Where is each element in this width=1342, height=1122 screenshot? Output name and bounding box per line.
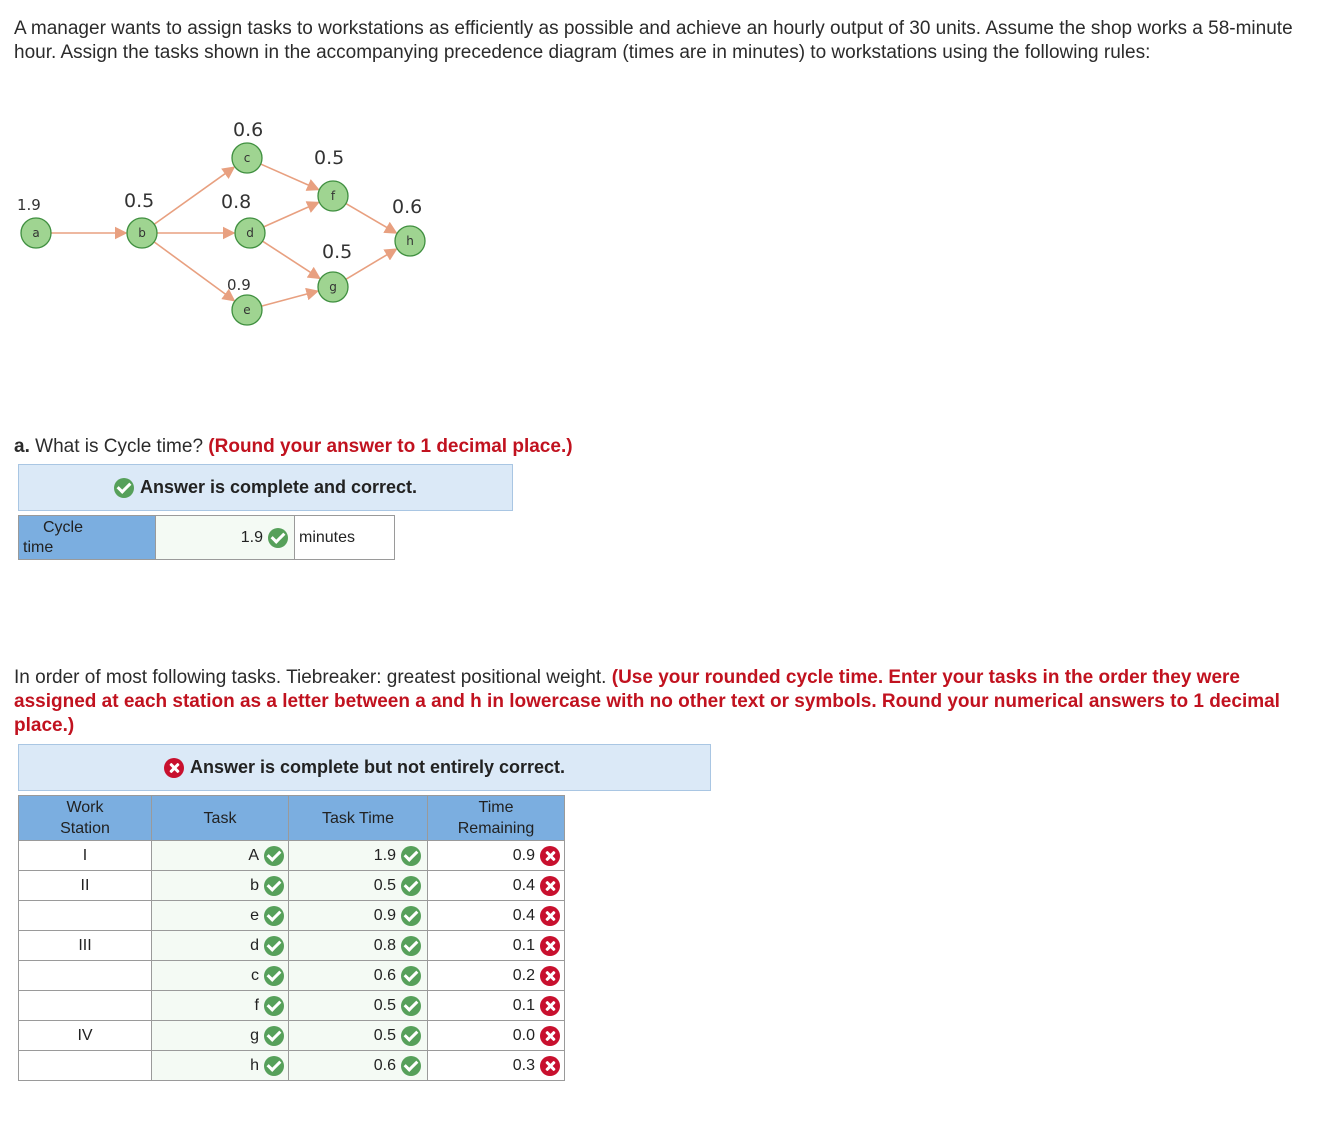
station-cell <box>19 991 152 1021</box>
time-remaining-value: 0.1 <box>512 996 535 1014</box>
table-row <box>19 1021 565 1051</box>
task-time-input[interactable] <box>289 961 428 991</box>
check-icon <box>264 876 284 896</box>
task-input[interactable] <box>152 841 289 871</box>
check-icon <box>264 1056 284 1076</box>
node-time-f: 0.5 <box>314 147 345 169</box>
time-remaining-input[interactable] <box>428 961 565 991</box>
check-icon <box>401 906 421 926</box>
edge-d-g <box>263 241 320 278</box>
x-icon <box>540 906 560 926</box>
station-cell <box>19 1051 152 1081</box>
part-b-banner-text: Answer is complete but not entirely correct. <box>189 757 566 777</box>
check-icon <box>401 936 421 956</box>
node-time-g: 0.5 <box>322 241 353 263</box>
time-remaining-input[interactable] <box>428 1021 565 1051</box>
check-icon <box>401 1026 421 1046</box>
node-time-e: 0.9 <box>227 276 251 294</box>
table-row <box>19 1051 565 1081</box>
task-time-input[interactable] <box>289 991 428 1021</box>
cycle-time-label <box>19 516 156 560</box>
node-label-h: h <box>406 234 414 248</box>
time-remaining-value: 0.9 <box>512 846 535 864</box>
time-remaining-input[interactable] <box>428 901 565 931</box>
x-icon <box>540 876 560 896</box>
x-icon <box>540 996 560 1016</box>
cycle-label-line-2: time <box>23 539 54 556</box>
part-a-question <box>14 435 573 459</box>
check-icon <box>401 846 421 866</box>
node-label-e: e <box>243 303 251 317</box>
cycle-time-unit: minutes <box>295 516 395 560</box>
node-label-a: a <box>32 226 40 240</box>
task-input[interactable] <box>152 961 289 991</box>
header-task: Task <box>152 796 289 841</box>
check-icon <box>264 906 284 926</box>
x-icon <box>540 846 560 866</box>
x-icon <box>164 758 184 778</box>
task-time-input[interactable] <box>289 841 428 871</box>
x-icon <box>540 1026 560 1046</box>
time-remaining-value: 0.0 <box>512 1026 535 1044</box>
task-value: h <box>250 1056 259 1074</box>
task-value: g <box>250 1026 259 1044</box>
check-icon <box>401 876 421 896</box>
node-label-b: b <box>138 226 146 240</box>
task-time-value: 0.5 <box>373 876 396 894</box>
edge-c-f <box>261 164 319 189</box>
cycle-time-value: 1.9 <box>240 528 263 546</box>
node-time-h: 0.6 <box>392 196 423 218</box>
edge-d-f <box>264 203 319 227</box>
task-value: c <box>251 966 259 984</box>
station-label: II <box>80 876 90 894</box>
check-icon <box>268 528 288 548</box>
time-remaining-input[interactable] <box>428 1051 565 1081</box>
task-time-input[interactable] <box>289 1021 428 1051</box>
time-remaining-input[interactable] <box>428 991 565 1021</box>
check-icon <box>114 478 134 498</box>
part-b-result-banner <box>18 744 711 791</box>
table-row <box>19 871 565 901</box>
task-input[interactable] <box>152 901 289 931</box>
task-value: f <box>254 996 259 1014</box>
node-label-f: f <box>330 189 336 203</box>
edge-g-h <box>346 249 396 279</box>
table-row <box>19 931 565 961</box>
check-icon <box>264 846 284 866</box>
node-time-a: 1.9 <box>17 196 41 214</box>
edge-f-h <box>346 204 396 233</box>
part-a-result-banner <box>18 464 513 511</box>
header-work-station: Work Station <box>19 796 152 841</box>
task-time-value: 0.5 <box>373 1026 396 1044</box>
station-cell <box>19 1021 152 1051</box>
check-icon <box>401 996 421 1016</box>
node-time-c: 0.6 <box>233 119 264 141</box>
precedence-diagram <box>14 110 454 330</box>
table-row <box>19 991 565 1021</box>
task-time-input[interactable] <box>289 1051 428 1081</box>
station-cell <box>19 871 152 901</box>
task-input[interactable] <box>152 871 289 901</box>
station-label: IV <box>77 1026 93 1044</box>
task-time-value: 0.6 <box>373 966 396 984</box>
cycle-time-input[interactable] <box>156 516 295 560</box>
task-value: d <box>250 936 259 954</box>
time-remaining-value: 0.4 <box>512 876 535 894</box>
task-input[interactable] <box>152 1051 289 1081</box>
workstation-table <box>18 795 565 1081</box>
station-cell <box>19 931 152 961</box>
task-time-input[interactable] <box>289 871 428 901</box>
time-remaining-value: 0.3 <box>512 1056 535 1074</box>
station-cell <box>19 961 152 991</box>
task-time-input[interactable] <box>289 901 428 931</box>
time-remaining-value: 0.4 <box>512 906 535 924</box>
header-task-time: Task Time <box>289 796 428 841</box>
check-icon <box>264 966 284 986</box>
x-icon <box>540 936 560 956</box>
task-time-value: 0.9 <box>373 906 396 924</box>
cycle-time-table <box>18 515 395 560</box>
problem-intro: A manager wants to assign tasks to workstations as efficiently as possible and achieve an hourly output of 30 units. Assume the shop works a 58-minute hour. Assign the tasks shown in the accompanying precedence diagram (times are in minutes) to workstations using the following rules: <box>14 18 1293 63</box>
time-remaining-input[interactable] <box>428 871 565 901</box>
cycle-label-line: Cycle <box>43 519 84 536</box>
station-cell <box>19 841 152 871</box>
table-row <box>19 961 565 991</box>
node-label-g: g <box>329 280 337 294</box>
check-icon <box>401 966 421 986</box>
part-a-label: a. <box>14 436 30 457</box>
edge-e-g <box>261 291 317 306</box>
part-b-instruction: (Use your rounded cycle time. Enter your tasks in the order they were assigned at each station as a letter between a and h in lowercase with no other text or symbols. Round your numerical answers to 1 decimal place.) <box>14 667 1280 736</box>
task-input[interactable] <box>152 991 289 1021</box>
part-a-banner-text: Answer is complete and correct. <box>139 477 418 497</box>
time-remaining-input[interactable] <box>428 841 565 871</box>
edge-b-e <box>154 242 234 301</box>
task-time-value: 0.6 <box>373 1056 396 1074</box>
node-label-d: d <box>246 226 254 240</box>
task-time-value: 0.8 <box>373 936 396 954</box>
task-value: A <box>248 846 259 864</box>
node-label-c: c <box>243 151 251 165</box>
x-icon <box>540 1056 560 1076</box>
station-cell <box>19 901 152 931</box>
task-time-input[interactable] <box>289 931 428 961</box>
check-icon <box>264 996 284 1016</box>
check-icon <box>264 936 284 956</box>
task-time-value: 1.9 <box>373 846 396 864</box>
part-a-instruction: (Round your answer to 1 decimal place.) <box>208 436 573 457</box>
header-time-remaining: Time Remaining <box>428 796 565 841</box>
table-row <box>19 841 565 871</box>
part-b-question <box>14 666 1314 738</box>
table-row <box>19 901 565 931</box>
part-a-question-text: What is Cycle time? <box>35 436 204 457</box>
task-value: e <box>250 906 259 924</box>
part-b-question-text: In order of most following tasks. Tiebreaker: greatest positional weight. <box>14 667 607 688</box>
task-input[interactable] <box>152 931 289 961</box>
task-input[interactable] <box>152 1021 289 1051</box>
station-label: I <box>82 846 88 864</box>
station-label: III <box>78 936 92 954</box>
node-time-d: 0.8 <box>221 191 252 213</box>
time-remaining-input[interactable] <box>428 931 565 961</box>
task-value: b <box>250 876 259 894</box>
check-icon <box>401 1056 421 1076</box>
task-time-value: 0.5 <box>373 996 396 1014</box>
time-remaining-value: 0.2 <box>512 966 535 984</box>
time-remaining-value: 0.1 <box>512 936 535 954</box>
check-icon <box>264 1026 284 1046</box>
node-time-b: 0.5 <box>124 190 155 212</box>
x-icon <box>540 966 560 986</box>
